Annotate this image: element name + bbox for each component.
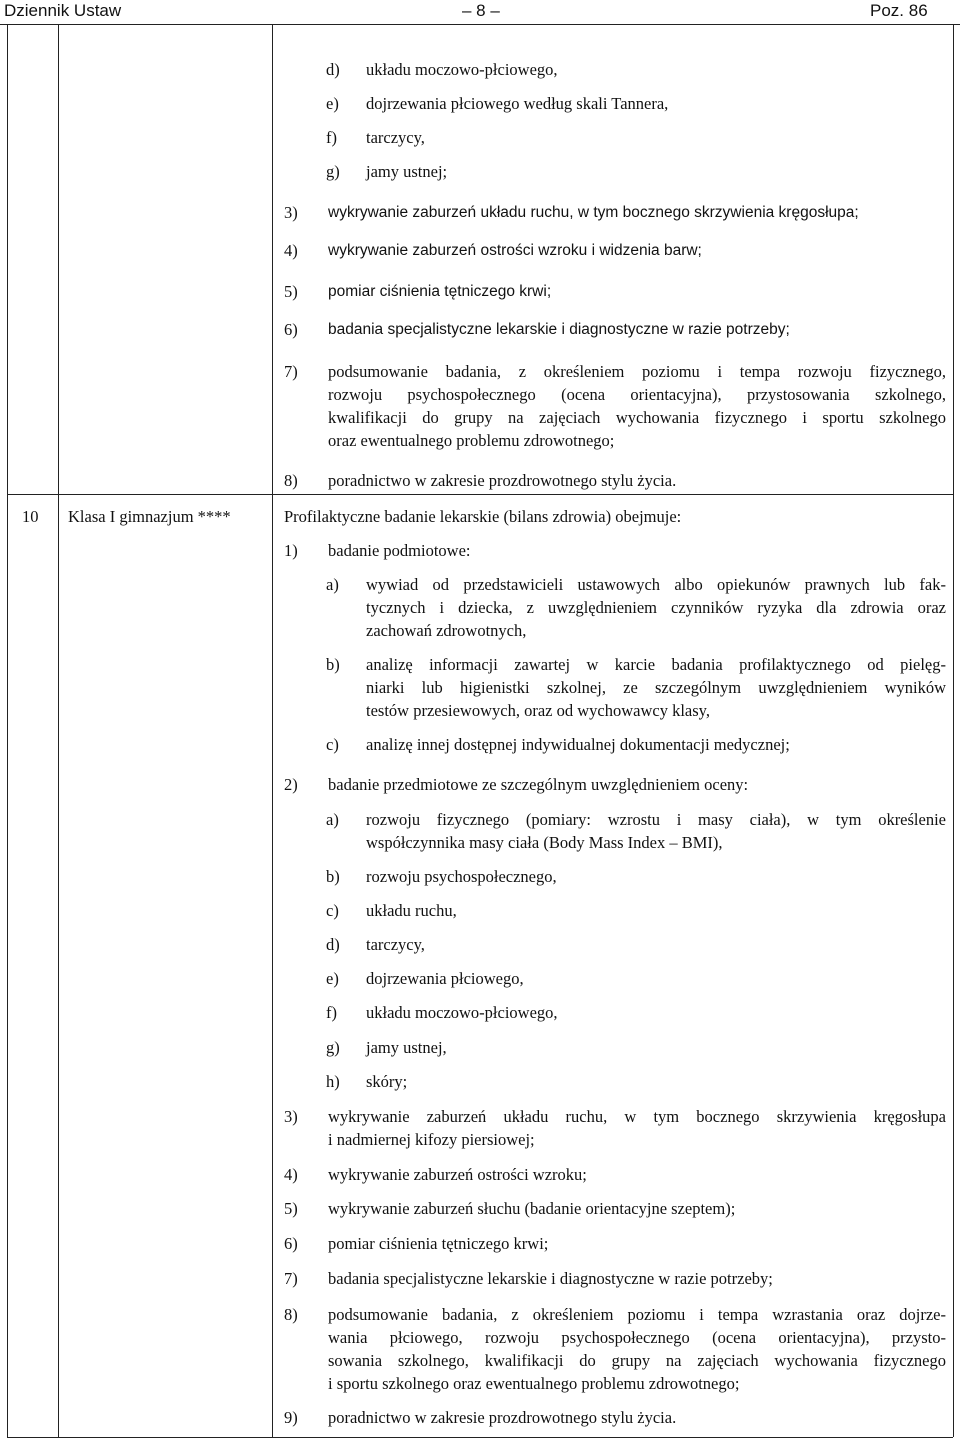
row-intro: Profilaktyczne badanie lekarskie (bilans zdrowia) obejmuje: xyxy=(284,507,682,526)
journal-title: Dziennik Ustaw xyxy=(4,1,122,20)
row-divider xyxy=(7,494,953,495)
school-stage: Klasa I gimnazjum **** xyxy=(68,507,231,526)
table-border-bottom xyxy=(7,1437,953,1438)
column-divider-1 xyxy=(58,24,59,1437)
curriculum-table xyxy=(0,24,960,1439)
position-number: Poz. 86 xyxy=(870,1,928,20)
row-number: 10 xyxy=(22,507,39,526)
page-header xyxy=(0,0,960,24)
column-divider-2 xyxy=(272,24,273,1437)
page-number: – 8 – xyxy=(462,1,500,20)
table-border-right xyxy=(953,24,954,1437)
table-border-left xyxy=(7,24,8,1437)
